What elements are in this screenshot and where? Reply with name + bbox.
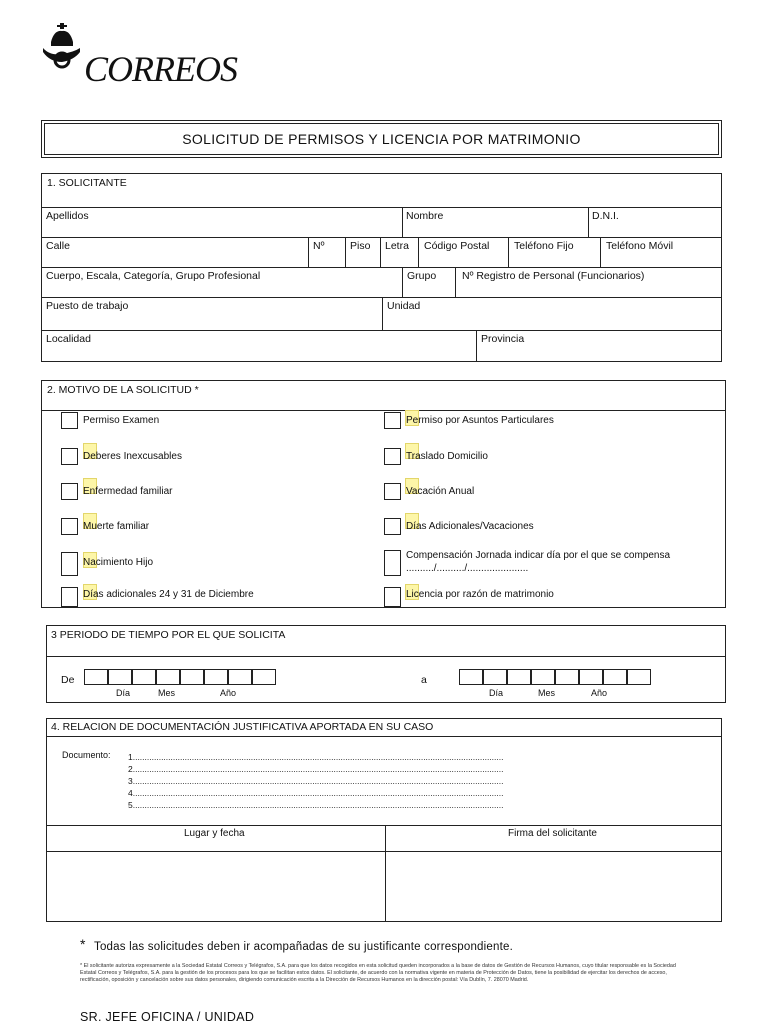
- date-to-cell[interactable]: [627, 669, 651, 685]
- de-label: De: [61, 674, 75, 686]
- document-line-3[interactable]: 3.............................................................................................................................................................: [128, 776, 504, 786]
- checkbox-compensacion-jornada[interactable]: [384, 550, 401, 576]
- legal-text: * El solicitante autoriza expresamente a la Sociedad Estatal Correos y Telégrafos, S.A. para que los datos recogidos en esta solicitud queden incorporados a la base de datos de Gestión de Recursos Humanos, cuyo titular responsable es la Sociedad Estatal Correos y Telégrafos, S.A. para la gestión de los procesos para los que se facilitan estos datos. El solicitante, de acuerdo con la normativa vigente en materia de Protección de Datos, tiene la posibilidad de ejercitar los derechos de acceso, rectificación, oposición y cancelación sobre sus datos personales, dirigiendo comunicación escrita a la Dirección de Recursos Humanos en la dirección postal: Vía Dublín, 7. 28070 Madrid.: [80, 963, 676, 983]
- form-title: SOLICITUD DE PERMISOS Y LICENCIA POR MATRIMONIO: [182, 131, 581, 147]
- document-line-4[interactable]: 4.............................................................................................................................................................: [128, 788, 504, 798]
- checkbox-dias-adicionales-vacaciones[interactable]: [384, 518, 401, 535]
- telefono-movil-field[interactable]: Teléfono Móvil: [606, 240, 674, 252]
- a-label: a: [421, 674, 427, 686]
- date-from-cell[interactable]: [204, 669, 228, 685]
- option-deberes-inexcusables: Deberes Inexcusables: [83, 451, 182, 462]
- firma-area[interactable]: [386, 852, 721, 920]
- form-title-box: [41, 120, 722, 158]
- codigo-postal-field[interactable]: Código Postal: [424, 240, 490, 252]
- option-muerte-familiar: Muerte familiar: [83, 521, 150, 532]
- checkbox-vacacion-anual[interactable]: [384, 483, 401, 500]
- logo-text: CORREOS: [84, 49, 237, 89]
- numero-field[interactable]: Nº: [313, 240, 325, 252]
- option-permiso-examen: Permiso Examen: [83, 415, 160, 426]
- ano-label: Año: [220, 688, 237, 698]
- section-3-title: 3 PERIODO DE TIEMPO POR EL QUE SOLICITA: [51, 629, 286, 641]
- correos-logo: [40, 22, 260, 92]
- option-compensacion-jornada: Compensación Jornada indicar día por el que se compensa: [406, 550, 671, 561]
- option-enfermedad-familiar: Enfermedad familiar: [83, 486, 173, 497]
- documento-label: Documento:: [62, 750, 111, 760]
- checkbox-dias-adicionales[interactable]: [61, 587, 78, 607]
- ano-label: Año: [591, 688, 608, 698]
- mes-label: Mes: [158, 688, 176, 698]
- date-from-cell[interactable]: [132, 669, 156, 685]
- lugar-fecha-area[interactable]: [47, 852, 384, 920]
- option-dias-adicionales-vacaciones: Días Adicionales/Vacaciones: [406, 521, 534, 532]
- option-dias-adicionales: Días adicionales 24 y 31 de Diciembre: [83, 589, 254, 600]
- checkbox-traslado-domicilio[interactable]: [384, 448, 401, 465]
- checkbox-nacimiento-hijo[interactable]: [61, 552, 78, 576]
- footer-asterisk: *: [80, 936, 86, 952]
- date-to-cell[interactable]: [507, 669, 531, 685]
- firma-label: Firma del solicitante: [508, 828, 597, 839]
- date-to-cell[interactable]: [531, 669, 555, 685]
- provincia-field[interactable]: Provincia: [481, 333, 525, 345]
- apellidos-field[interactable]: Apellidos: [46, 210, 89, 222]
- date-from-cell[interactable]: [156, 669, 180, 685]
- dni-field[interactable]: D.N.I.: [592, 210, 619, 222]
- letra-field[interactable]: Letra: [385, 240, 409, 252]
- checkbox-permiso-examen[interactable]: [61, 412, 78, 429]
- checkbox-muerte-familiar[interactable]: [61, 518, 78, 535]
- footer-note: Todas las solicitudes deben ir acompañadas de su justificante correspondiente.: [94, 941, 513, 953]
- checkbox-licencia-matrimonio[interactable]: [384, 587, 401, 607]
- dia-label: Día: [116, 688, 131, 698]
- option-nacimiento-hijo: Nacimiento Hijo: [83, 557, 154, 568]
- document-line-2[interactable]: 2.............................................................................................................................................................: [128, 764, 504, 774]
- crown-horn-icon: [40, 22, 86, 72]
- checkbox-deberes-inexcusables[interactable]: [61, 448, 78, 465]
- section-2-title: 2. MOTIVO DE LA SOLICITUD *: [47, 384, 199, 396]
- grupo-field[interactable]: Grupo: [407, 270, 437, 282]
- registro-field[interactable]: Nº Registro de Personal (Funcionarios): [462, 270, 645, 282]
- nombre-field[interactable]: Nombre: [406, 210, 444, 222]
- option-vacacion-anual: Vacación Anual: [406, 486, 475, 497]
- document-line-5[interactable]: 5.............................................................................................................................................................: [128, 800, 504, 810]
- date-to-cell[interactable]: [579, 669, 603, 685]
- section-4-title: 4. RELACION DE DOCUMENTACIÓN JUSTIFICATIVA APORTADA EN SU CASO: [51, 721, 434, 733]
- localidad-field[interactable]: Localidad: [46, 333, 91, 345]
- option-asuntos-particulares: Permiso por Asuntos Particulares: [406, 415, 554, 426]
- option-traslado-domicilio: Traslado Domicilio: [406, 451, 488, 462]
- lugar-fecha-label: Lugar y fecha: [184, 828, 245, 839]
- puesto-field[interactable]: Puesto de trabajo: [46, 300, 129, 312]
- date-from-cell[interactable]: [228, 669, 252, 685]
- checkbox-asuntos-particulares[interactable]: [384, 412, 401, 429]
- date-from-cell[interactable]: [180, 669, 204, 685]
- cuerpo-field[interactable]: Cuerpo, Escala, Categoría, Grupo Profesional: [46, 270, 261, 282]
- date-from-cell[interactable]: [252, 669, 276, 685]
- piso-field[interactable]: Piso: [350, 240, 371, 252]
- calle-field[interactable]: Calle: [46, 240, 70, 252]
- document-line-1[interactable]: 1.............................................................................................................................................................: [128, 752, 504, 762]
- dia-label: Día: [489, 688, 504, 698]
- telefono-fijo-field[interactable]: Teléfono Fijo: [514, 240, 574, 252]
- date-to-cell[interactable]: [555, 669, 579, 685]
- recipient-label: SR. JEFE OFICINA / UNIDAD: [80, 1010, 255, 1024]
- date-from-cell[interactable]: [84, 669, 108, 685]
- checkbox-enfermedad-familiar[interactable]: [61, 483, 78, 500]
- date-from-cell[interactable]: [108, 669, 132, 685]
- compensa-date-line[interactable]: ........../........../......................: [406, 563, 529, 574]
- date-to-cell[interactable]: [483, 669, 507, 685]
- unidad-field[interactable]: Unidad: [387, 300, 421, 312]
- option-licencia-matrimonio: Licencia por razón de matrimonio: [406, 589, 554, 600]
- date-to-cell[interactable]: [459, 669, 483, 685]
- section-1-title: 1. SOLICITANTE: [47, 177, 127, 189]
- mes-label: Mes: [538, 688, 556, 698]
- date-to-cell[interactable]: [603, 669, 627, 685]
